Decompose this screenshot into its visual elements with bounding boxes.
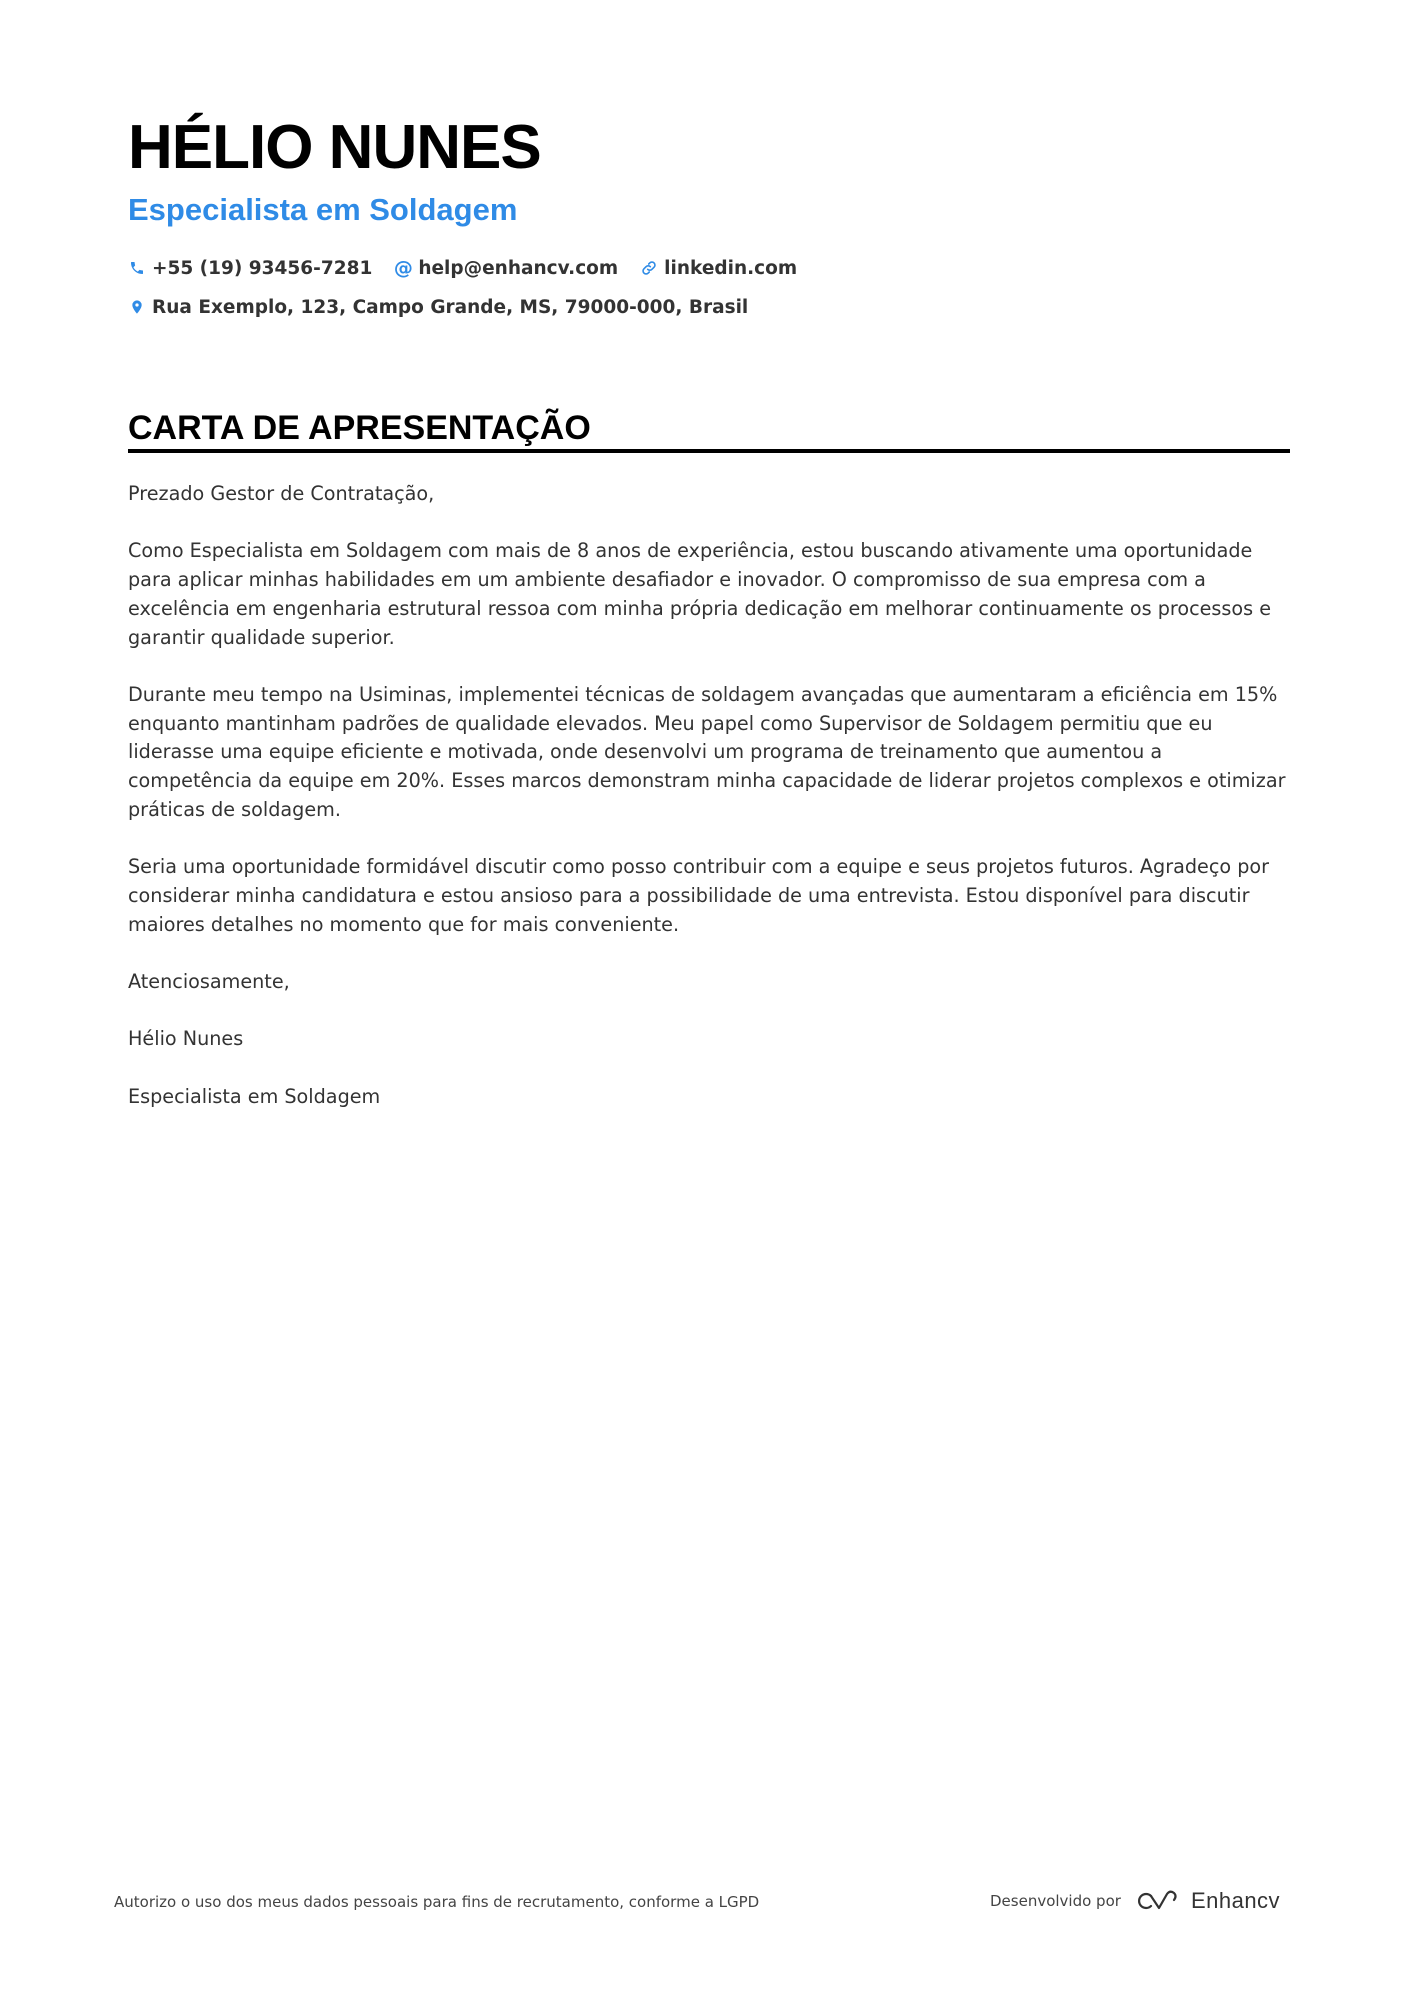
section-heading: CARTA DE APRESENTAÇÃO [128, 409, 591, 447]
location-pin-icon [128, 298, 146, 316]
contact-phone[interactable] [128, 258, 372, 279]
footer-consent: Autorizo o uso dos meus dados pessoais para fins de recrutamento, conforme a LGPD [114, 1893, 760, 1911]
letter-closing: Atenciosamente, [128, 969, 290, 993]
signature-title: Especialista em Soldagem [128, 1084, 381, 1108]
letter-paragraph: Durante meu tempo na Usiminas, implementei técnicas de soldagem avançadas que aumentaram a eficiência em 15% enquanto mantinham padrões de qualidade elevados. Meu papel como Supervisor de Soldagem permitiu que eu liderasse uma equipe eficiente e motivada, onde desenvolvi um programa de treinamento que aumentou a competência da equipe em 20%. Esses marcos demonstram minha capacidade de liderar projetos complexos e otimizar práticas de soldagem. [128, 682, 1286, 821]
candidate-title: Especialista em Soldagem [128, 192, 518, 227]
enhancv-logo-text: Enhancv [1190, 1888, 1281, 1913]
letter-body [128, 480, 1290, 1140]
contact-row [128, 254, 819, 282]
phone-icon [128, 259, 146, 277]
at-icon: @ [393, 257, 413, 279]
enhancv-logo-icon [1133, 1888, 1181, 1914]
email-text: help@enhancv.com [418, 257, 619, 279]
linkedin-text: linkedin.com [664, 257, 798, 279]
signature-name: Hélio Nunes [128, 1027, 244, 1051]
letter-paragraph: Como Especialista em Soldagem com mais de 8 anos de experiência, estou buscando ativamente uma oportunidade para aplicar minhas habilidades em um ambiente desafiador e inovador. O compromisso de sua empresa com a excelência em engenharia estrutural ressoa com minha própria dedicação em melhorar continuamente os processos e garantir qualidade superior. [128, 539, 1272, 649]
letter-paragraph: Seria uma oportunidade formidável discutir como posso contribuir com a equipe e seus projetos futuros. Agradeço por considerar minha candidatura e estou ansioso para a possibilidade de uma entrevista. Estou disponível para discutir maiores detalhes no momento que for mais conveniente. [128, 855, 1270, 936]
contact-linkedin[interactable] [640, 258, 797, 279]
letter-greeting: Prezado Gestor de Contratação, [128, 482, 435, 505]
contact-email[interactable] [394, 258, 618, 279]
phone-text: +55 (19) 93456-7281 [152, 257, 373, 279]
built-with-label: Desenvolvido por [990, 1892, 1121, 1910]
contact-address [128, 297, 748, 318]
address-row [128, 293, 770, 321]
footer-brand[interactable] [990, 1888, 1280, 1914]
candidate-name: HÉLIO NUNES [128, 113, 541, 182]
section-divider [128, 449, 1290, 453]
address-text: Rua Exemplo, 123, Campo Grande, MS, 79000-000, Brasil [152, 296, 749, 318]
link-icon [640, 259, 658, 277]
